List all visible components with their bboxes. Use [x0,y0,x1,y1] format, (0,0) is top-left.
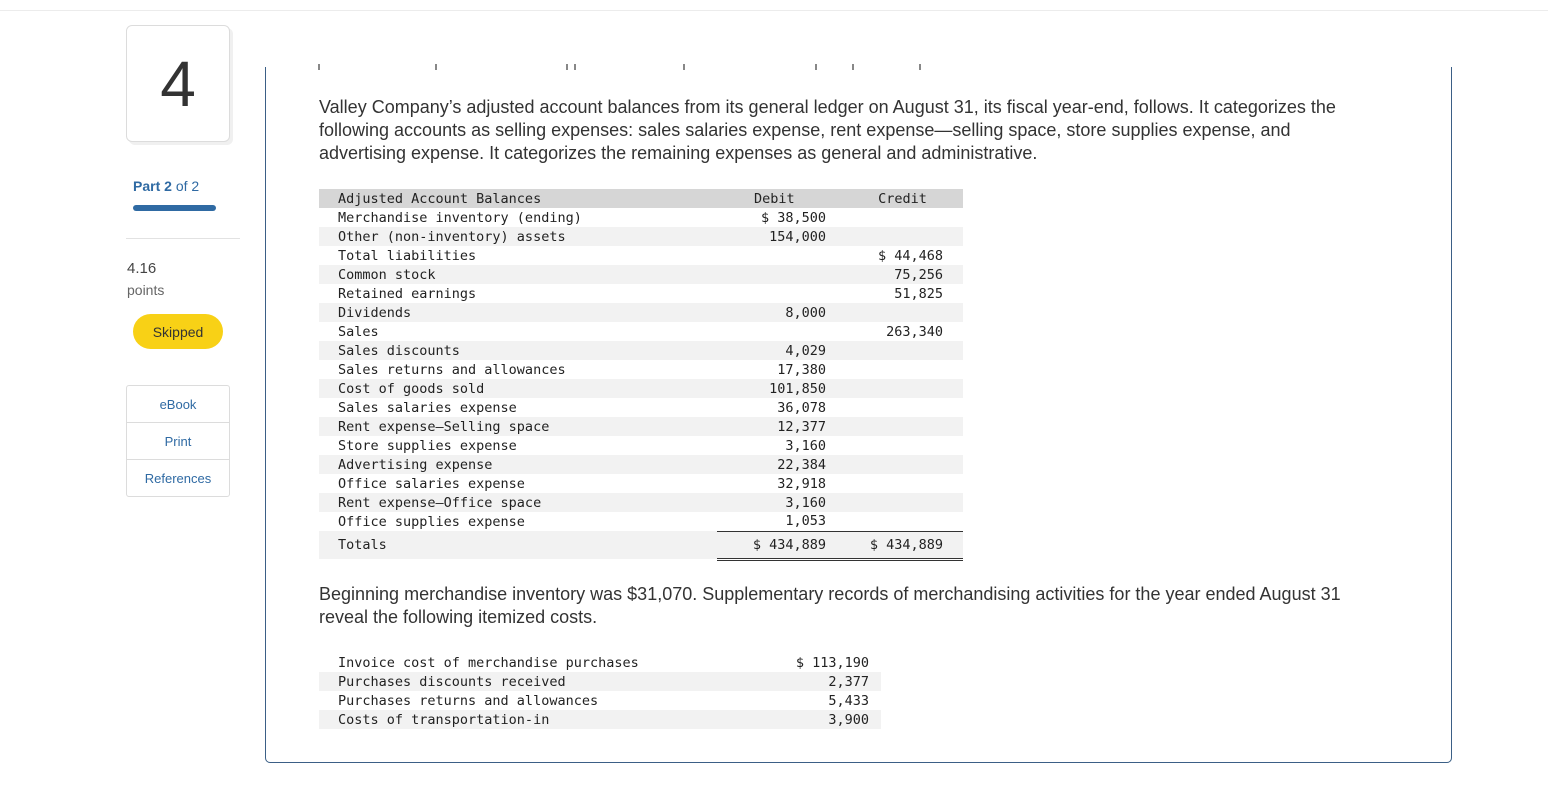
part-prefix: Part [133,178,161,194]
account-name-cell: Sales salaries expense [319,398,717,417]
points-value: 4.16 [127,260,157,277]
part-current: 2 [164,178,172,194]
account-name-cell: Merchandise inventory (ending) [319,208,717,227]
part-progress-bar [133,205,216,211]
account-name-cell: Store supplies expense [319,436,717,455]
debit-cell: 3,160 [717,436,842,455]
debit-cell: 36,078 [717,398,842,417]
account-name-cell: Common stock [319,265,717,284]
credit-cell [842,474,963,493]
account-name-cell: Cost of goods sold [319,379,717,398]
credit-cell: 263,340 [842,322,963,341]
table-row [319,436,963,455]
debit-cell [717,284,842,303]
account-name-cell: Sales discounts [319,341,717,360]
debit-cell: 1,053 [717,512,842,531]
totals-credit: $ 434,889 [842,531,963,559]
credit-cell [842,436,963,455]
account-name-cell: Office salaries expense [319,474,717,493]
debit-cell: 17,380 [717,360,842,379]
table-row [319,303,963,322]
cost-item-cell: Purchases returns and allowances [319,691,759,710]
totals-label: Totals [319,531,717,559]
cost-item-cell: Purchases discounts received [319,672,759,691]
print-link[interactable]: Print [127,423,229,460]
table-header-row [319,189,963,208]
cost-item-cell: Invoice cost of merchandise purchases [319,653,759,672]
debit-cell [717,246,842,265]
credit-cell: 75,256 [842,265,963,284]
table-row [319,246,963,265]
debit-cell: 32,918 [717,474,842,493]
debit-cell [717,265,842,284]
account-name-cell: Rent expense—Selling space [319,417,717,436]
cost-amount-cell: 2,377 [759,672,881,691]
table-row [319,474,963,493]
credit-cell [842,512,963,531]
debit-cell: 3,160 [717,493,842,512]
table-row [319,710,881,729]
references-link[interactable]: References [144,470,212,486]
part-suffix: of 2 [175,178,200,194]
table-row [319,227,963,246]
totals-row [319,531,963,559]
credit-cell [842,303,963,322]
account-name-cell: Rent expense—Office space [319,493,717,512]
debit-cell: 8,000 [717,303,842,322]
table-row [319,417,963,436]
credit-cell [842,208,963,227]
credit-cell [842,455,963,474]
debit-cell: 12,377 [717,417,842,436]
table-row [319,691,881,710]
itemized-costs-table [319,653,881,729]
skipped-status-badge: Skipped [133,314,223,349]
debit-cell: $ 38,500 [717,208,842,227]
header-debit: Debit [717,189,842,208]
debit-cell: 4,029 [717,341,842,360]
cost-amount-cell: 3,900 [759,710,881,729]
totals-debit: $ 434,889 [717,531,842,559]
header-account: Adjusted Account Balances [319,189,717,208]
table-row [319,208,963,227]
supplementary-text: Beginning merchandise inventory was $31,070. Supplementary records of merchandising activities for the year ended August 31 reveal the following itemized costs. [319,584,1341,627]
rail-divider [126,238,240,239]
account-name-cell: Advertising expense [319,455,717,474]
table-row [319,379,963,398]
credit-cell [842,493,963,512]
account-name-cell: Sales [319,322,717,341]
credit-cell: $ 44,468 [842,246,963,265]
table-row [319,512,963,531]
account-name-cell: Dividends [319,303,717,322]
adjusted-balances-table [319,189,963,561]
table-row [319,455,963,474]
part-indicator [133,178,199,194]
cost-amount-cell: $ 113,190 [759,653,881,672]
debit-cell [717,322,842,341]
table-row [319,672,881,691]
account-name-cell: Sales returns and allowances [319,360,717,379]
cost-amount-cell: 5,433 [759,691,881,710]
debit-cell: 154,000 [717,227,842,246]
credit-cell [842,227,963,246]
account-name-cell: Retained earnings [319,284,717,303]
resource-links [126,385,230,497]
table-row [319,653,881,672]
debit-cell: 22,384 [717,455,842,474]
account-name-cell: Total liabilities [319,246,717,265]
credit-cell: 51,825 [842,284,963,303]
credit-cell [842,341,963,360]
top-divider [0,10,1548,11]
table-row [319,341,963,360]
question-number: 4 [126,25,230,142]
table-row [319,493,963,512]
table-row [319,360,963,379]
credit-cell [842,379,963,398]
table-row [319,265,963,284]
clipped-text-fragment [318,64,938,72]
points-label: points [127,282,165,298]
credit-cell [842,417,963,436]
table-row [319,284,963,303]
header-credit: Credit [842,189,963,208]
credit-cell [842,398,963,417]
cost-item-cell: Costs of transportation-in [319,710,759,729]
table-row [319,398,963,417]
account-name-cell: Office supplies expense [319,512,717,531]
ebook-link[interactable]: eBook [127,386,229,423]
table-row [319,322,963,341]
credit-cell [842,360,963,379]
account-name-cell: Other (non-inventory) assets [319,227,717,246]
problem-intro-text: Valley Company’s adjusted account balances from its general ledger on August 31, its fiscal year-end, follows. It categorizes the following accounts as selling expenses: sales salaries expense, rent expense—selling space, store supplies expense, and advertising expense. It categorizes the remaining expenses as general and administrative. [319,97,1336,163]
debit-cell: 101,850 [717,379,842,398]
